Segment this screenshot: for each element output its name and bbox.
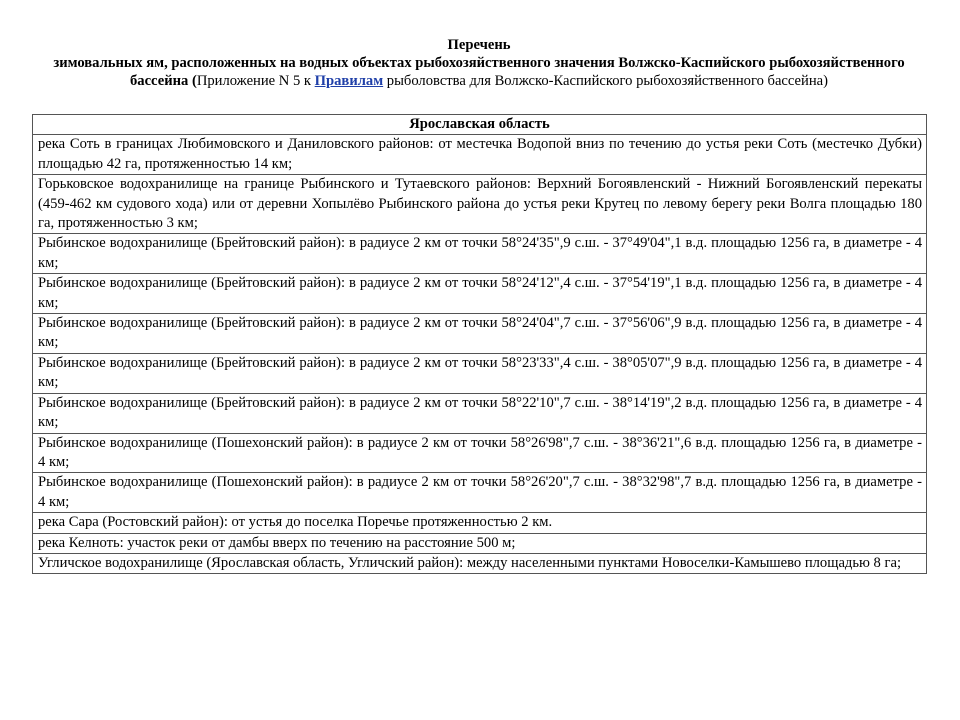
table-cell: Рыбинское водохранилище (Брейтовский район): в радиусе 2 км от точки 58°23'33",4 с.ш. - 38°05'07",9 в.д. площадью 1256 га, в диаметре - 4 км; [33,353,927,393]
table-row [33,135,927,175]
table-row [33,175,927,234]
document-header [30,36,928,90]
table-cell: Рыбинское водохранилище (Брейтовский район): в радиусе 2 км от точки 58°24'35",9 с.ш. - 37°49'04",1 в.д. площадью 1256 га, в диаметре - 4 км; [33,234,927,274]
region-cell: Ярославская область [33,115,927,135]
wintering-pits-table [32,114,927,574]
table-cell: река Соть в границах Любимовского и Даниловского районов: от местечка Водопой вниз по течению до устья реки Соть (местечко Дубки) площадью 42 га, протяженностью 14 км; [33,135,927,175]
document-subtitle [30,54,928,90]
table-cell: река Келноть: участок реки от дамбы вверх по течению на расстояние 500 м; [33,533,927,553]
table-cell: Рыбинское водохранилище (Пошехонский район): в радиусе 2 км от точки 58°26'20",7 с.ш. - 38°32'98",7 в.д. площадью 1256 га, в диаметре - 4 км; [33,473,927,513]
table-row [33,353,927,393]
table-cell: Рыбинское водохранилище (Брейтовский район): в радиусе 2 км от точки 58°22'10",7 с.ш. - 38°14'19",2 в.д. площадью 1256 га, в диаметре - 4 км; [33,393,927,433]
table-row [33,553,927,573]
table-row [33,473,927,513]
rules-link[interactable]: Правилам [314,73,384,89]
table-row [33,433,927,473]
table-row [33,314,927,354]
table-row [33,274,927,314]
subtitle-normal-text-2: рыболовства для Волжско-Каспийского рыбохозяйственного бассейна) [383,73,828,89]
table-row [33,533,927,553]
table-cell: Горьковское водохранилище на границе Рыбинского и Тутаевского районов: Верхний Богоявленский - Нижний Богоявленский перекаты (459-462 км судового хода) или от деревни Хопылёво Рыбинского района до устья реки Крутец по левому берегу реки Волга площадью 180 га, протяженностью 3 км; [33,175,927,234]
subtitle-normal-text: Приложение N 5 к [196,73,315,89]
table-cell: река Сара (Ростовский район): от устья до поселка Поречье протяженностью 2 км. [33,513,927,533]
table-cell: Рыбинское водохранилище (Брейтовский район): в радиусе 2 км от точки 58°24'04",7 с.ш. - 37°56'06",9 в.д. площадью 1256 га, в диаметре - 4 км; [33,314,927,354]
region-row [33,115,927,135]
table-cell: Рыбинское водохранилище (Пошехонский район): в радиусе 2 км от точки 58°26'98",7 с.ш. - 38°36'21",6 в.д. площадью 1256 га, в диаметре - 4 км; [33,433,927,473]
document-title: Перечень [447,37,511,53]
subtitle-bold-text: зимовальных ям, расположенных на водных объектах рыбохозяйственного значения Волжско-Каспийского рыбохозяйственного бассейна ( [53,55,905,89]
table-row [33,393,927,433]
table-cell: Рыбинское водохранилище (Брейтовский район): в радиусе 2 км от точки 58°24'12",4 с.ш. - 37°54'19",1 в.д. площадью 1256 га, в диаметре - 4 км; [33,274,927,314]
table-row [33,234,927,274]
table-cell: Угличское водохранилище (Ярославская область, Угличский район): между населенными пунктами Новоселки-Камышево площадью 8 га; [33,553,927,573]
table-row [33,513,927,533]
